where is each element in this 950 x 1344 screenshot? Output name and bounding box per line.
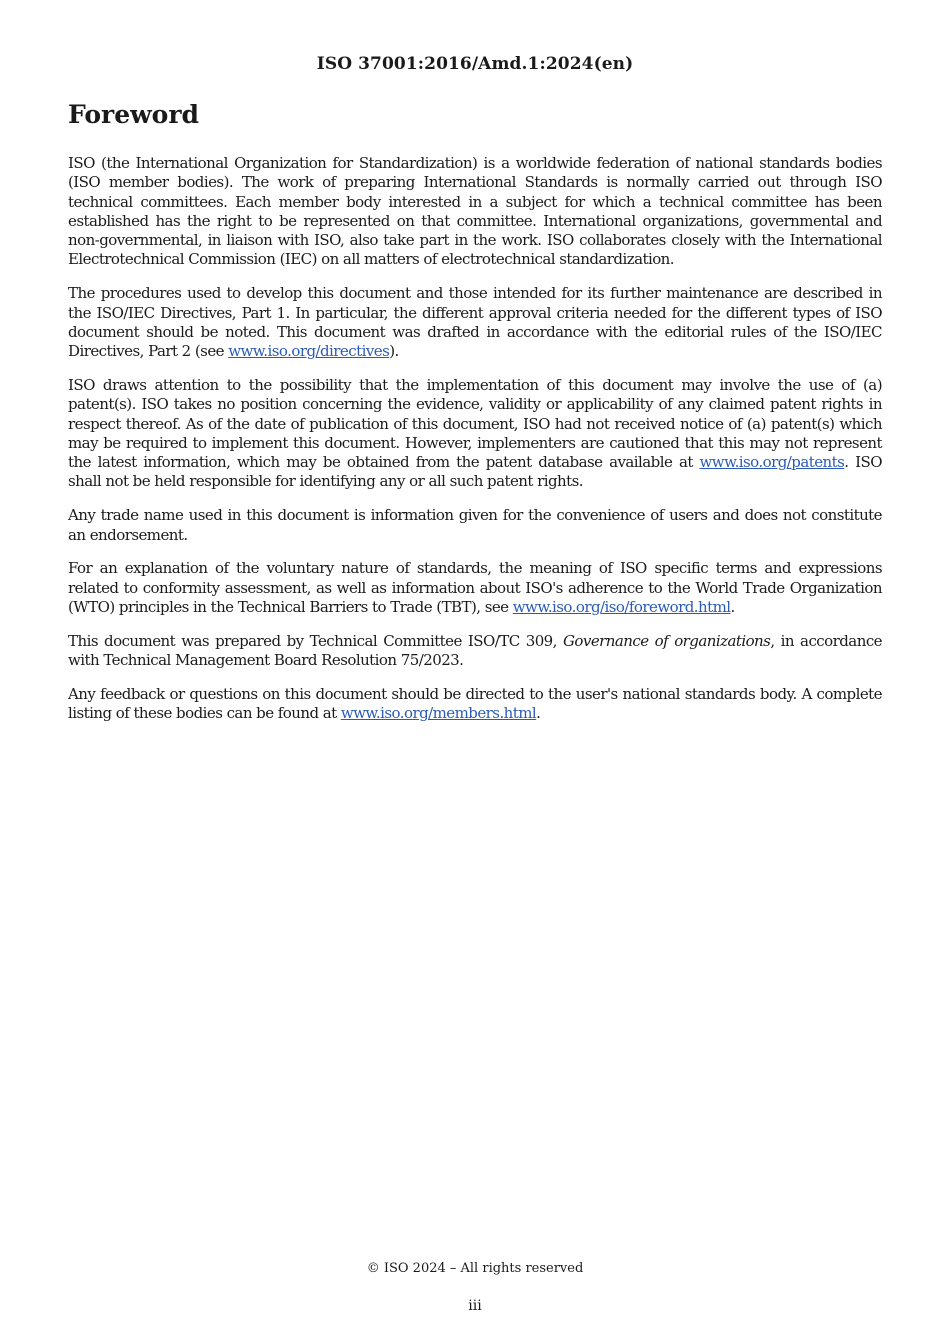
patents-link[interactable]: www.iso.org/patents: [699, 453, 845, 472]
paragraph-text: . ISO shall not be held responsible for identifying any or all such patent rights.: [68, 453, 882, 491]
paragraph-text: Any feedback or questions on this document should be directed to the user's national standards body. A complete listing of these bodies can be found at: [68, 684, 882, 723]
paragraph-text: Any trade name used in this document is information given for the convenience of users and does not constitute an endorsement.: [68, 506, 882, 544]
foreword-link[interactable]: www.iso.org/iso/foreword.html: [512, 597, 731, 616]
paragraph-text: For an explanation of the voluntary nature of standards, the meaning of ISO specific terms and expressions related to conformity assessment, as well as information about ISO's adherence to the World Trade Organization (WTO) principles in the Technical Barriers to Trade (TBT), see: [68, 559, 882, 616]
paragraph-procedures: [68, 284, 882, 361]
foreword-body: [68, 154, 882, 738]
paragraph-text: .: [536, 704, 541, 723]
paragraph-trade-name: [68, 506, 882, 545]
directives-link[interactable]: www.iso.org/directives: [228, 342, 390, 361]
paragraph-text: The procedures used to develop this document and those intended for its further maintenance are described in the ISO/IEC Directives, Part 1. In particular, the different approval criteria needed for the different types of ISO document should be noted. This document was drafted in accordance with the editorial rules of the ISO/IEC Directives, Part 2 (see: [68, 284, 882, 361]
paragraph-patents: [68, 376, 882, 492]
page-title: Foreword: [68, 100, 199, 129]
committee-name: Governance of organizations: [562, 631, 771, 650]
paragraph-text: , in accordance with Technical Management Board Resolution 75/2023.: [68, 631, 882, 670]
page-number: iii: [468, 1298, 482, 1314]
paragraph-text: .: [730, 597, 735, 616]
paragraph-committee: [68, 632, 882, 671]
document-id-header: ISO 37001:2016/Amd.1:2024(en): [316, 54, 634, 74]
paragraph-text: ).: [389, 342, 399, 361]
members-link[interactable]: www.iso.org/members.html: [340, 704, 537, 723]
paragraph-feedback: [68, 685, 882, 724]
paragraph-text: ISO draws attention to the possibility that the implementation of this document may involve the use of (a) patent(s). ISO takes no position concerning the evidence, validity or applicability of any claimed patent rights in respect thereof. As of the date of publication of this document, ISO had not received notice of (a) patent(s) which may be required to implement this document. However, implementers are cautioned that this may not represent the latest information, which may be obtained from the patent database available at: [68, 375, 882, 472]
paragraph-iso-overview: [68, 154, 882, 270]
copyright-notice: © ISO 2024 – All rights reserved: [366, 1261, 584, 1276]
paragraph-voluntary-nature: [68, 559, 882, 617]
paragraph-text: This document was prepared by Technical Committee ISO/TC 309,: [68, 631, 563, 650]
paragraph-text: ISO (the International Organization for Standardization) is a worldwide federation of national standards bodies (ISO member bodies). The work of preparing International Standards is normally carried out through ISO technical committees. Each member body interested in a subject for which a technical committee has been established has the right to be represented on that committee. International organizations, governmental and non-governmental, in liaison with ISO, also take part in the work. ISO collaborates closely with the International Electrotechnical Commission (IEC) on all matters of electrotechnical standardization.: [68, 154, 882, 269]
